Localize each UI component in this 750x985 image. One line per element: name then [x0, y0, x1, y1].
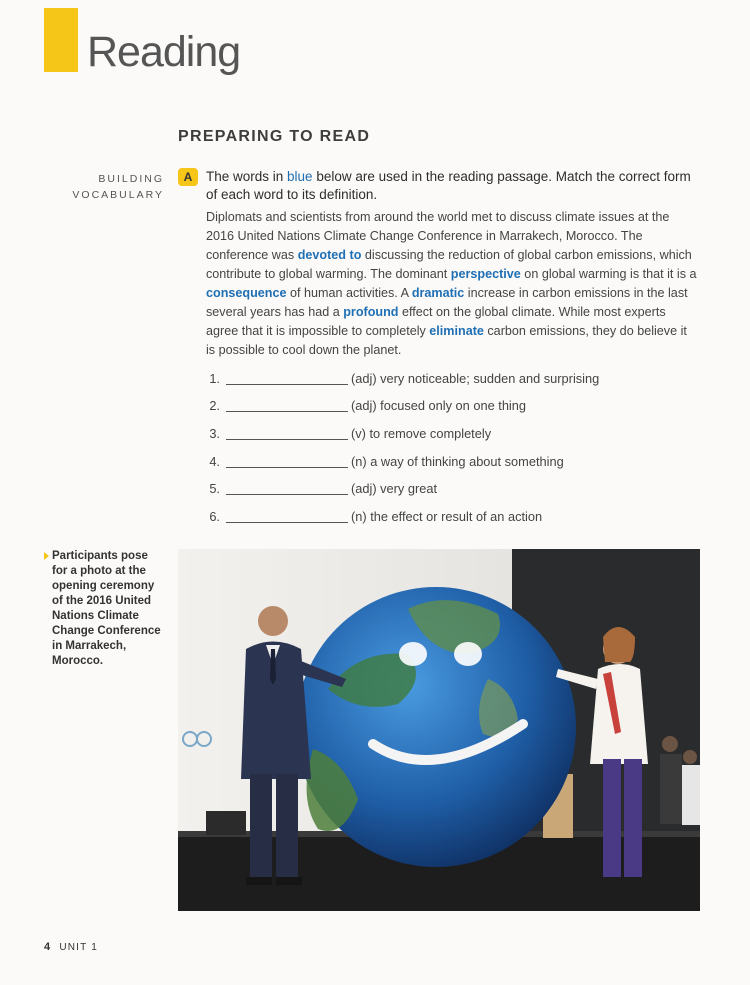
- unit-label: UNIT 1: [59, 942, 99, 953]
- question-definition: (adj) very great: [351, 481, 438, 496]
- passage-text: effect on the global climate. While most experts agree that it is impossible to completely: [206, 305, 666, 338]
- page-title: Reading: [87, 28, 241, 76]
- question-number: 5.: [209, 481, 220, 496]
- page-footer: [44, 941, 98, 953]
- vocab-word: eliminate: [429, 324, 484, 338]
- page-number: 4: [44, 941, 52, 953]
- vocab-word: perspective: [450, 267, 521, 281]
- instruction-blue-word: blue: [287, 169, 313, 184]
- exercise-badge: A: [178, 168, 198, 186]
- question-definition: (adj) very noticeable; sudden and surprising: [351, 371, 600, 386]
- vocab-word: consequence: [206, 286, 287, 300]
- side-label-line2: VOCABULARY: [72, 189, 164, 201]
- vocab-word: devoted to: [297, 248, 362, 262]
- side-label-line1: BUILDING: [98, 173, 164, 185]
- passage-text: of human activities. A: [286, 286, 412, 300]
- question-definition: (n) a way of thinking about something: [351, 454, 564, 469]
- reading-passage: [206, 208, 698, 360]
- answer-blank[interactable]: [226, 522, 348, 523]
- vocab-word: profound: [343, 305, 399, 319]
- question-definition: (v) to remove completely: [351, 426, 492, 441]
- question-definition: (n) the effect or result of an action: [351, 509, 543, 524]
- side-label: [60, 171, 164, 203]
- section-color-block: [44, 8, 78, 72]
- passage-text: Diplomats and scientists from around the world met to discuss climate issues at the 2016 United Nations Climate Change Conference in Marrakech, Morocco. The conference was: [206, 210, 670, 262]
- passage-text: increase in carbon emissions in the last several years has had a: [206, 286, 688, 319]
- caption-arrow-icon: [44, 552, 49, 560]
- photo-caption: [44, 549, 162, 669]
- photo-illustration: [178, 549, 700, 911]
- exercise-instruction: [206, 168, 698, 204]
- question-number: 3.: [209, 426, 220, 441]
- answer-blank[interactable]: [226, 384, 348, 385]
- answer-blank[interactable]: [226, 494, 348, 495]
- answer-blank[interactable]: [226, 411, 348, 412]
- passage-text: discussing the reduction of global carbon emissions, which contribute to global warming. The dominant: [206, 248, 692, 281]
- answer-blank[interactable]: [226, 467, 348, 468]
- section-heading: PREPARING TO READ: [178, 128, 371, 145]
- instruction-text: The words in: [206, 169, 288, 184]
- question-definition: (adj) focused only on one thing: [351, 398, 527, 413]
- passage-text: on global warming is that it is a: [520, 267, 697, 281]
- question-number: 4.: [209, 454, 220, 469]
- caption-text: Participants pose for a photo at the opening ceremony of the 2016 United Nations Climate Change Conference in Marrakech, Morocco.: [52, 550, 161, 667]
- question-number: 2.: [209, 398, 220, 413]
- vocab-word: dramatic: [411, 286, 465, 300]
- instruction-text: below are used in the reading passage. Match the correct form of each word to its definition.: [206, 169, 691, 202]
- conference-photo: [178, 549, 700, 911]
- question-number: 6.: [209, 509, 220, 524]
- answer-blank[interactable]: [226, 439, 348, 440]
- question-number: 1.: [209, 371, 220, 386]
- passage-text: carbon emissions, they do believe it is possible to cool down the planet.: [206, 324, 687, 357]
